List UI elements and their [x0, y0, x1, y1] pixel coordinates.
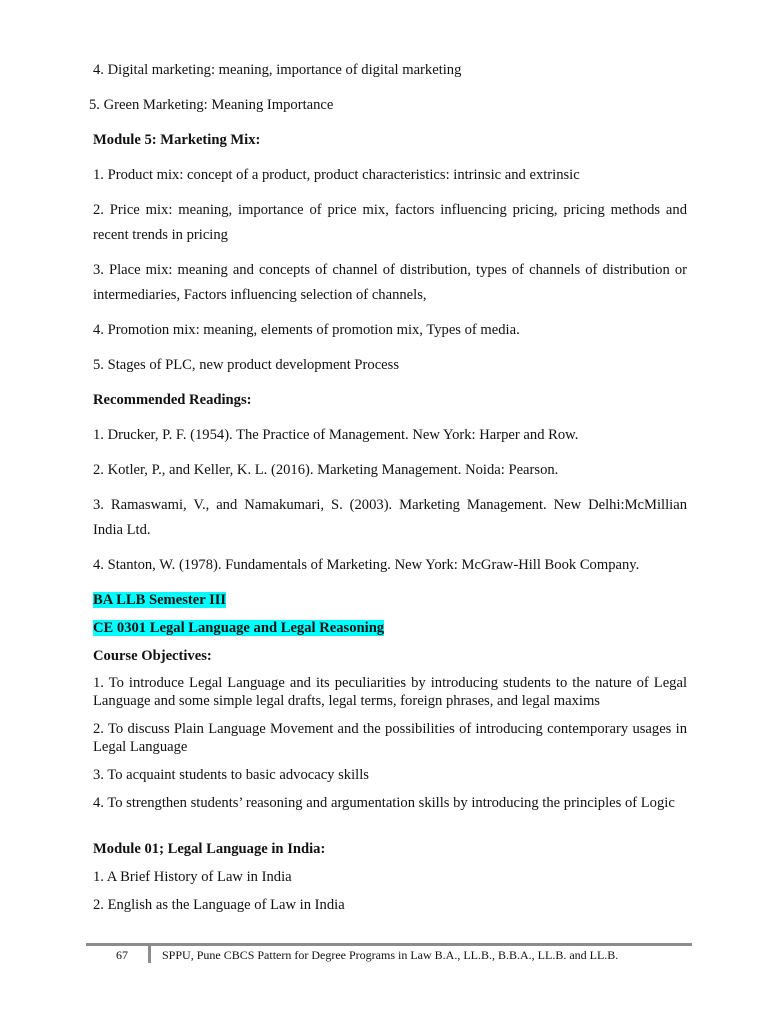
module01-heading: Module 01; Legal Language in India:: [93, 841, 326, 857]
semester-title-text: BA LLB Semester III: [93, 592, 227, 608]
reading-3: 3. Ramaswami, V., and Namakumari, S. (2003). Marketing Management. New Delhi:McMillian India Ltd.: [93, 497, 687, 538]
objective-3: 3. To acquaint students to basic advocacy skills: [93, 767, 369, 783]
objectives-heading: Course Objectives:: [93, 648, 212, 664]
module01-item-1: 1. A Brief History of Law in India: [93, 869, 292, 885]
reading-1: 1. Drucker, P. F. (1954). The Practice of Management. New York: Harper and Row.: [93, 427, 579, 443]
reading-4: 4. Stanton, W. (1978). Fundamentals of Marketing. New York: McGraw-Hill Book Company.: [93, 557, 640, 573]
module5-item-2: 2. Price mix: meaning, importance of price mix, factors influencing pricing, pricing methods and recent trends in pricing: [93, 202, 687, 243]
module5-item-3: 3. Place mix: meaning and concepts of channel of distribution, types of channels of distribution or intermediaries, Factors influencing selection of channels,: [93, 262, 687, 303]
footer-separator: [148, 945, 151, 963]
semester-title: [93, 591, 226, 609]
objective-1: 1. To introduce Legal Language and its peculiarities by introducing students to the nature of Legal Language and some simple legal drafts, legal terms, foreign phrases, and legal maxims: [93, 675, 687, 709]
list-item-green-marketing: 5. Green Marketing: Meaning Importance: [89, 97, 334, 113]
course-title-text: CE 0301 Legal Language and Legal Reasoning: [93, 620, 385, 636]
page-number: 67: [116, 948, 128, 962]
module5-item-5: 5. Stages of PLC, new product development Process: [93, 357, 400, 373]
module5-item-1: 1. Product mix: concept of a product, product characteristics: intrinsic and extrinsic: [93, 167, 580, 183]
list-item-digital-marketing: 4. Digital marketing: meaning, importance of digital marketing: [93, 62, 462, 78]
objective-2: 2. To discuss Plain Language Movement and the possibilities of introducing contemporary usages in Legal Language: [93, 721, 687, 755]
module01-item-2: 2. English as the Language of Law in India: [93, 897, 345, 913]
module5-item-4: 4. Promotion mix: meaning, elements of promotion mix, Types of media.: [93, 322, 520, 338]
module5-heading: Module 5: Marketing Mix:: [93, 132, 261, 148]
footer-rule: [86, 943, 692, 946]
reading-2: 2. Kotler, P., and Keller, K. L. (2016). Marketing Management. Noida: Pearson.: [93, 462, 559, 478]
footer-text: SPPU, Pune CBCS Pattern for Degree Programs in Law B.A., LL.B., B.B.A., LL.B. and LL.B.: [162, 948, 619, 962]
readings-heading: Recommended Readings:: [93, 392, 252, 408]
objective-4: 4. To strengthen students’ reasoning and argumentation skills by introducing the principles of Logic: [93, 795, 675, 811]
course-title: [93, 619, 384, 637]
